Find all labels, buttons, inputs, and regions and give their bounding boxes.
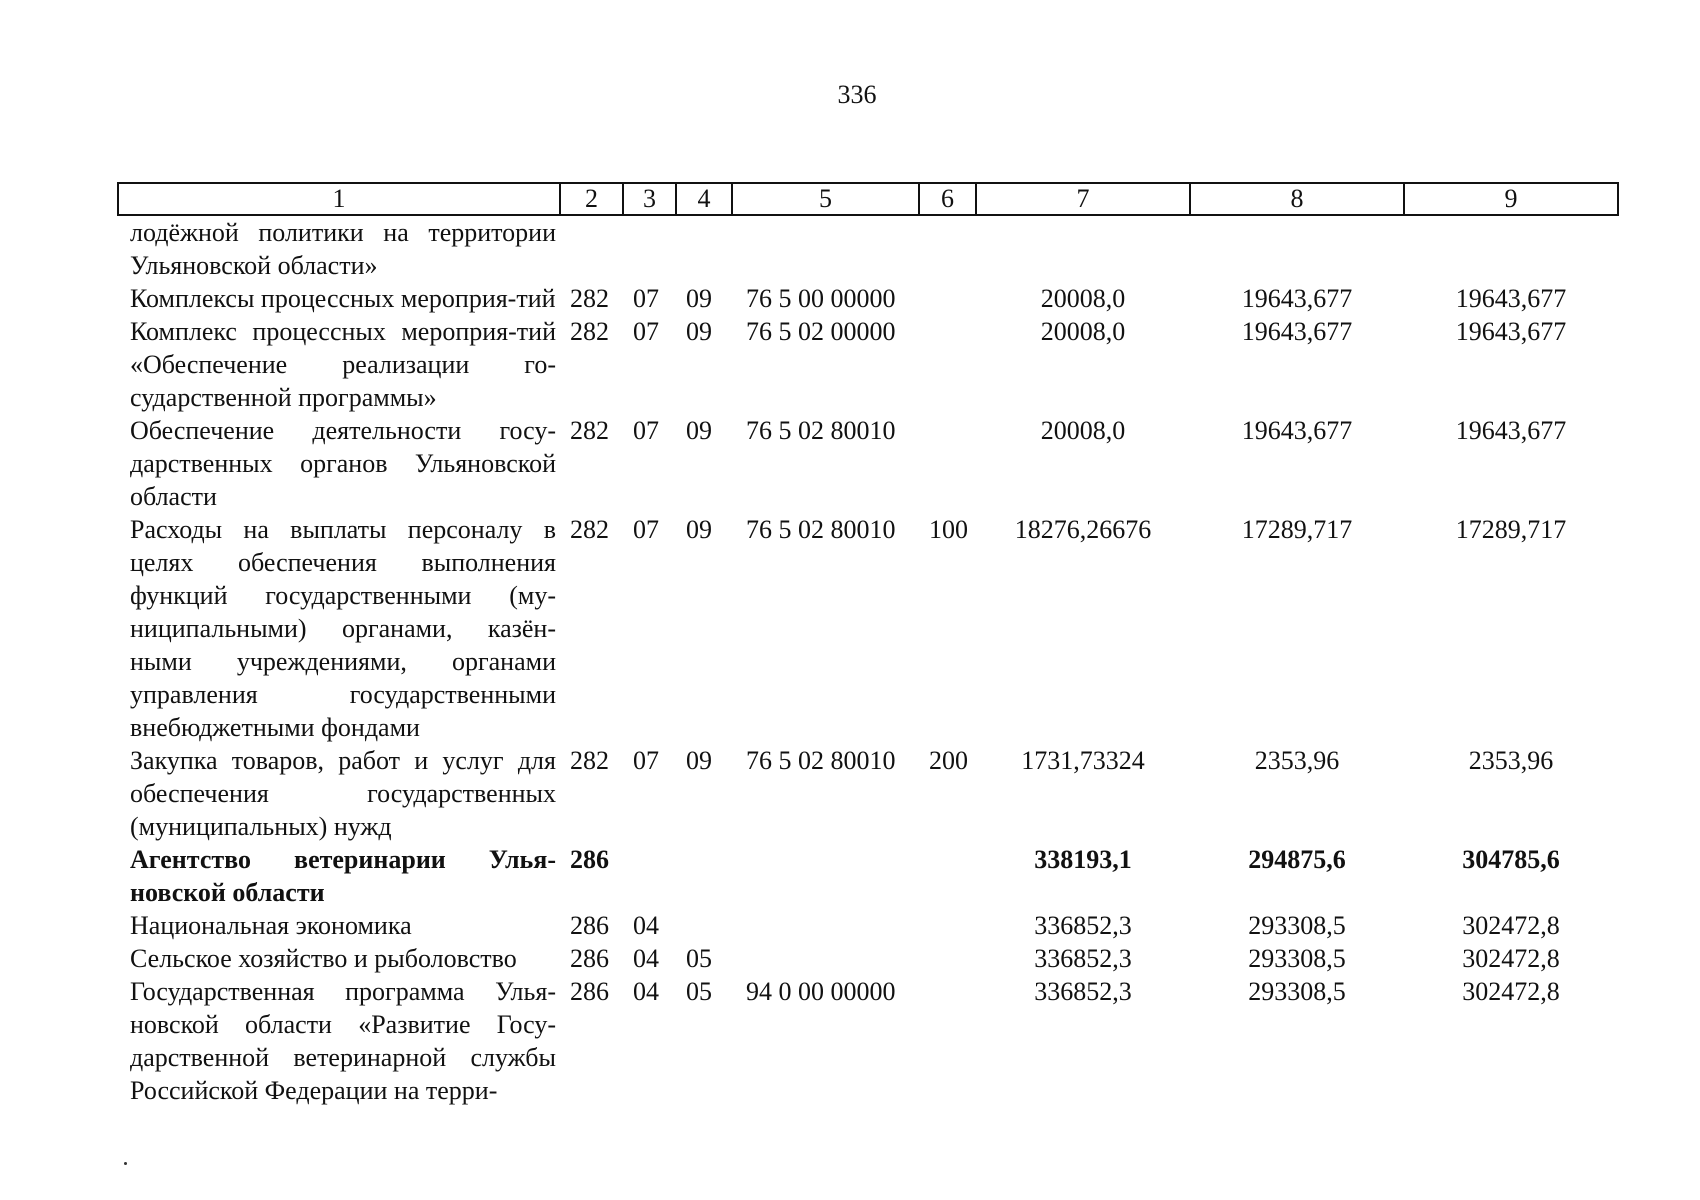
cell-amount-2: 2353,96 [1254, 746, 1340, 775]
column-header-ministry: 2 [560, 183, 623, 215]
cell-section: 07 [633, 416, 659, 445]
cell-ministry: 286 [570, 911, 609, 940]
cell-subsection [676, 843, 732, 909]
table-row [118, 744, 1618, 843]
cell-expense-type [919, 975, 976, 1107]
cell-section [623, 843, 676, 909]
table-row [118, 215, 1618, 282]
page-number: 336 [837, 80, 877, 109]
cell-name: Государственная программа Улья-новской области «Развитие Госу-дарственной ветеринарной службы Российской Федерации на терри- [130, 977, 556, 1105]
cell-amount-2: 293308,5 [1248, 977, 1346, 1006]
table-row [118, 315, 1618, 414]
column-header-expense-type: 6 [919, 183, 976, 215]
cell-expense-type [919, 843, 976, 909]
cell-subsection: 09 [686, 515, 712, 544]
table-header [118, 183, 1618, 215]
cell-name: лодёжной политики на территории Ульяновской области» [130, 218, 556, 280]
cell-expense-type [919, 315, 976, 414]
cell-ministry: 282 [570, 317, 609, 346]
table-row [118, 282, 1618, 315]
table-row [118, 843, 1618, 909]
cell-ministry: 286 [570, 944, 609, 973]
cell-expense-type [919, 282, 976, 315]
cell-expense-type: 200 [929, 746, 968, 775]
table-row [118, 909, 1618, 942]
column-header-subsection: 4 [676, 183, 732, 215]
cell-subsection: 05 [686, 944, 712, 973]
cell-amount-3: 19643,677 [1455, 317, 1567, 346]
cell-amount-3: 17289,717 [1455, 515, 1567, 544]
cell-target-article [732, 942, 919, 975]
cell-target-article: 76 5 02 80010 [746, 746, 896, 775]
column-header-name: 1 [118, 183, 560, 215]
cell-amount-2: 293308,5 [1248, 944, 1346, 973]
cell-ministry [560, 215, 623, 282]
cell-expense-type [919, 909, 976, 942]
cell-amount-3: 19643,677 [1455, 284, 1567, 313]
cell-amount-2 [1190, 215, 1404, 282]
cell-amount-3 [1404, 215, 1618, 282]
column-header-amount-1: 7 [976, 183, 1190, 215]
cell-name: Обеспечение деятельности госу-дарственных органов Ульяновской области [130, 416, 556, 511]
header-row [118, 183, 1618, 215]
cell-subsection: 09 [686, 746, 712, 775]
table-row [118, 414, 1618, 513]
cell-ministry: 282 [570, 416, 609, 445]
table-row [118, 513, 1618, 744]
cell-target-article: 94 0 00 00000 [746, 977, 896, 1006]
cell-expense-type [919, 414, 976, 513]
cell-name: Агентство ветеринарии Улья-новской области [130, 845, 556, 907]
cell-ministry: 282 [570, 284, 609, 313]
cell-amount-1: 338193,1 [1034, 845, 1132, 874]
cell-amount-3: 304785,6 [1462, 845, 1560, 874]
cell-amount-1 [976, 215, 1190, 282]
cell-amount-3: 302472,8 [1462, 911, 1560, 940]
cell-target-article: 76 5 00 00000 [746, 284, 896, 313]
cell-amount-1: 1731,73324 [1021, 746, 1145, 775]
cell-amount-2: 19643,677 [1241, 416, 1353, 445]
cell-ministry: 286 [570, 977, 609, 1006]
cell-amount-1: 336852,3 [1034, 944, 1132, 973]
cell-subsection [676, 909, 732, 942]
cell-amount-1: 20008,0 [1040, 317, 1126, 346]
cell-ministry: 286 [570, 845, 609, 874]
cell-amount-1: 336852,3 [1034, 911, 1132, 940]
cell-name: Комплексы процессных мероприя-тий [130, 284, 556, 313]
cell-expense-type: 100 [929, 515, 968, 544]
cell-amount-2: 17289,717 [1241, 515, 1353, 544]
cell-target-article [732, 215, 919, 282]
cell-amount-1: 20008,0 [1040, 284, 1126, 313]
cell-amount-2: 19643,677 [1241, 284, 1353, 313]
column-header-target-article: 5 [732, 183, 919, 215]
table-row [118, 975, 1618, 1107]
column-header-amount-2: 8 [1190, 183, 1404, 215]
cell-amount-1: 18276,26676 [1014, 515, 1152, 544]
cell-amount-1: 336852,3 [1034, 977, 1132, 1006]
cell-amount-3: 302472,8 [1462, 944, 1560, 973]
cell-target-article: 76 5 02 80010 [746, 515, 896, 544]
cell-name: Расходы на выплаты персоналу в целях обеспечения выполнения функций государственными (му-ниципальными) органами, казён-ными учреждениями, органами управления государственными внебюджетными фондами [130, 515, 556, 742]
cell-name: Национальная экономика [130, 911, 412, 940]
cell-section: 04 [633, 977, 659, 1006]
cell-amount-3: 302472,8 [1462, 977, 1560, 1006]
cell-target-article [732, 909, 919, 942]
cell-amount-2: 294875,6 [1248, 845, 1346, 874]
cell-target-article [732, 843, 919, 909]
cell-amount-1: 20008,0 [1040, 416, 1126, 445]
cell-section: 07 [633, 515, 659, 544]
cell-section: 07 [633, 284, 659, 313]
cell-section: 04 [633, 944, 659, 973]
cell-amount-2: 293308,5 [1248, 911, 1346, 940]
cell-section: 04 [633, 911, 659, 940]
cell-target-article: 76 5 02 80010 [746, 416, 896, 445]
cell-section: 07 [633, 317, 659, 346]
cell-amount-3: 19643,677 [1455, 416, 1567, 445]
table-body [118, 215, 1618, 1107]
cell-subsection: 09 [686, 284, 712, 313]
cell-section [623, 215, 676, 282]
stray-mark [124, 1162, 127, 1165]
cell-amount-2: 19643,677 [1241, 317, 1353, 346]
cell-subsection: 09 [686, 317, 712, 346]
cell-subsection: 09 [686, 416, 712, 445]
cell-ministry: 282 [570, 746, 609, 775]
cell-expense-type [919, 942, 976, 975]
cell-name: Комплекс процессных мероприя-тий «Обеспечение реализации го-сударственной программы» [130, 317, 556, 412]
cell-name: Закупка товаров, работ и услуг для обеспечения государственных (муниципальных) нужд [130, 746, 556, 841]
cell-ministry: 282 [570, 515, 609, 544]
cell-section: 07 [633, 746, 659, 775]
cell-subsection [676, 215, 732, 282]
column-header-section: 3 [623, 183, 676, 215]
cell-expense-type [919, 215, 976, 282]
cell-amount-3: 2353,96 [1468, 746, 1554, 775]
cell-target-article: 76 5 02 00000 [746, 317, 896, 346]
table-row [118, 942, 1618, 975]
cell-subsection: 05 [686, 977, 712, 1006]
column-header-amount-3: 9 [1404, 183, 1618, 215]
cell-name: Сельское хозяйство и рыболовство [130, 944, 517, 973]
budget-table [117, 182, 1619, 1107]
